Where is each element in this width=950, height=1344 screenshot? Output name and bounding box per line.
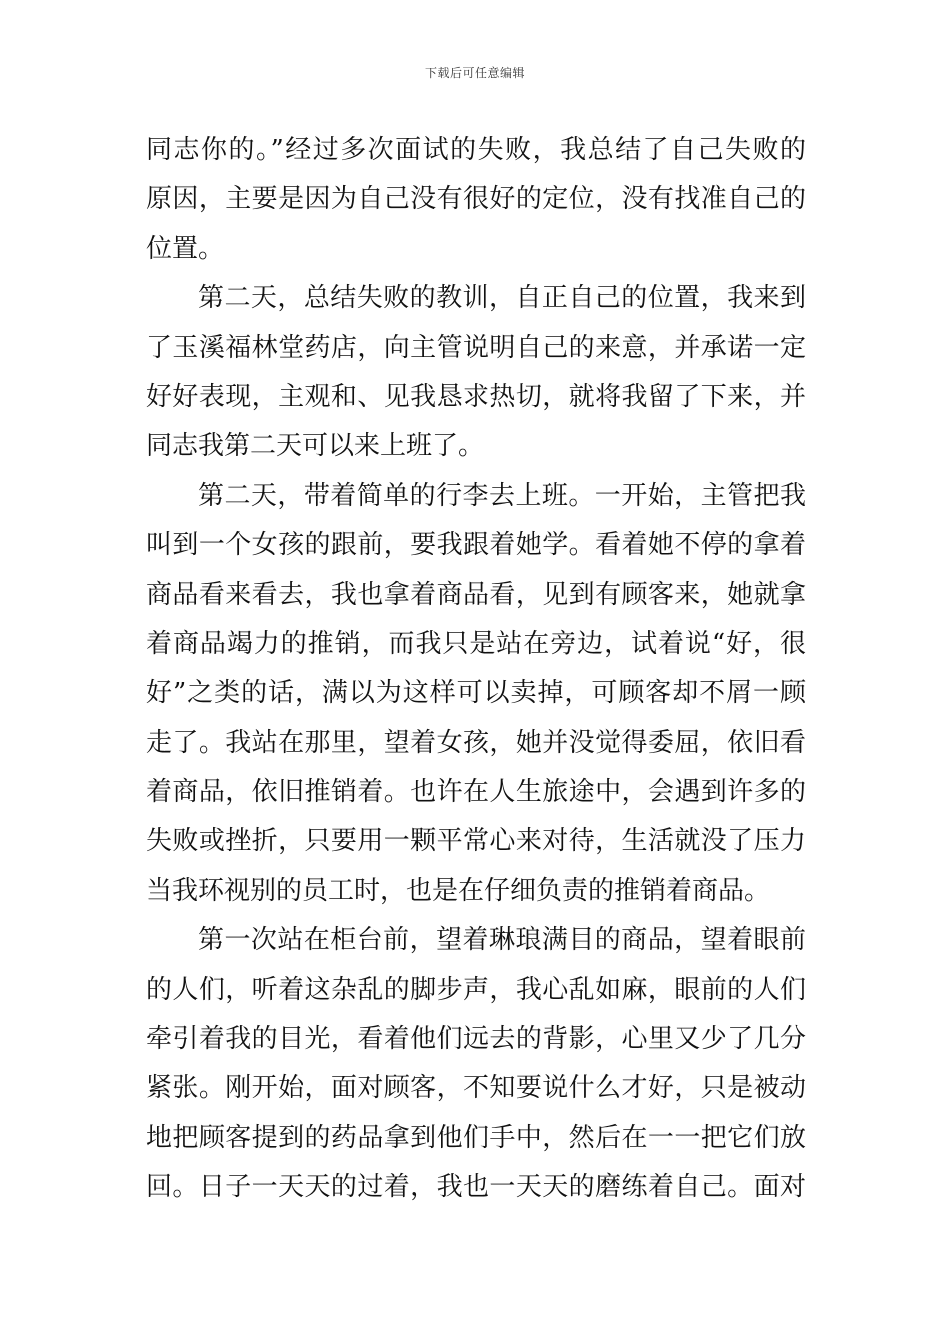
text-line: 着商品，依旧推销着。也许在人生旅途中，会遇到许多的	[146, 777, 806, 808]
text-line: 叫到一个女孩的跟前，要我跟着她学。看着她不停的拿着	[146, 530, 806, 561]
text-line: 地把顾客提到的药品拿到他们手中，然后在一一把它们放	[146, 1122, 806, 1153]
text-line: 商品看来看去，我也拿着商品看，见到有顾客来，她就拿	[146, 579, 806, 610]
text-line: 着商品竭力的推销，而我只是站在旁边，试着说“好，很	[146, 628, 806, 659]
text-line: 同志你的。”经过多次面试的失败，我总结了自己失败的	[146, 135, 806, 165]
paragraph-first-line: 第一次站在柜台前，望着琳琅满目的商品，望着眼前	[198, 925, 806, 956]
paragraph-first-line: 第二天，总结失败的教训，自正自己的位置，我来到	[198, 283, 806, 314]
text-line: 失败或挫折，只要用一颗平常心来对待，生活就没了压力	[146, 826, 806, 857]
text-line: 走了。我站在那里，望着女孩，她并没觉得委屈，依旧看	[146, 727, 806, 758]
text-line: 回。日子一天天的过着，我也一天天的磨练着自己。面对	[146, 1172, 806, 1203]
page-header-note: 下载后可任意编辑	[424, 66, 525, 80]
paragraph-first-line: 第二天，带着简单的行李去上班。一开始，主管把我	[198, 480, 806, 511]
text-line: 牵引着我的目光，看着他们远去的背影，心里又少了几分	[146, 1024, 806, 1055]
text-line: 紧张。刚开始，面对顾客，不知要说什么才好，只是被动	[146, 1073, 806, 1104]
document-body	[146, 126, 806, 1213]
text-line: 的人们，听着这杂乱的脚步声，我心乱如麻，眼前的人们	[146, 974, 806, 1005]
text-line: 好”之类的话，满以为这样可以卖掉，可顾客却不屑一顾	[146, 678, 806, 709]
text-line: 好好表现，主观和、见我恳求热切，就将我留了下来，并	[146, 381, 806, 412]
text-line: 同志我第二天可以来上班了。	[146, 431, 485, 462]
text-line: 原因，主要是因为自己没有很好的定位，没有找准自己的	[146, 184, 806, 215]
text-line: 当我环视别的员工时，也是在仔细负责的推销着商品。	[146, 875, 771, 906]
text-line: 位置。	[146, 233, 225, 264]
text-line: 了玉溪福林堂药店，向主管说明自己的来意，并承诺一定	[146, 332, 806, 363]
